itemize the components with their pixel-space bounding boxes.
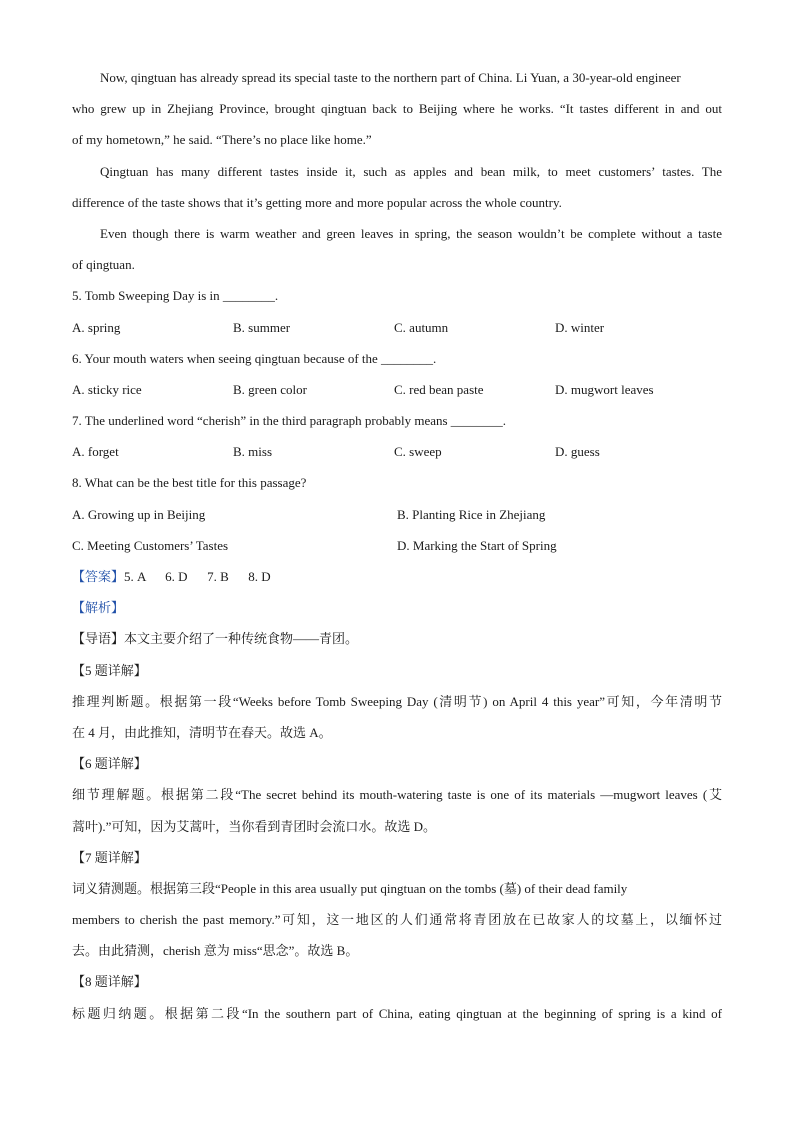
option: B. Planting Rice in Zhejiang — [397, 506, 546, 522]
option: B. green color — [233, 381, 308, 397]
question-options — [72, 374, 722, 405]
analysis-tag: 【解析】 — [72, 600, 125, 616]
question-options — [72, 499, 722, 530]
option: A. forget — [72, 444, 119, 460]
guide-line — [72, 623, 722, 654]
passage-text: who grew up in Zhejiang Province, brought qingtuan back to Beijing where he works. “It tastes different in and out — [72, 101, 722, 117]
detail-text: 推理判断题。根据第一段“Weeks before Tomb Sweeping Day (清明节) on April 4 this year”可知，今年清明节 — [72, 693, 722, 709]
detail-tag: 【7 题详解】 — [72, 849, 147, 865]
option: A. Growing up in Beijing — [72, 506, 206, 522]
option: B. miss — [233, 444, 273, 460]
guide-tag: 【导语】 — [72, 631, 125, 647]
document-page — [72, 62, 722, 1029]
option: D. Marking the Start of Spring — [397, 537, 557, 553]
detail-tag: 【6 题详解】 — [72, 756, 147, 772]
answer-tag: 【答案】 — [72, 569, 125, 584]
question-stem: 6. Your mouth waters when seeing qingtuan because of the ________. — [72, 350, 437, 366]
option: A. sticky rice — [72, 381, 142, 397]
answer-line — [72, 561, 722, 592]
guide-text: 本文主要介绍了一种传统食物——青团。 — [124, 631, 359, 647]
question-options — [72, 436, 722, 467]
passage-text: Qingtuan has many different tastes inside it, such as apples and bean milk, to meet customers’ tastes. The — [100, 163, 722, 179]
option: A. spring — [72, 319, 121, 335]
question-options — [72, 530, 722, 561]
question-stem: 5. Tomb Sweeping Day is in ________. — [72, 288, 279, 304]
option: D. mugwort leaves — [555, 381, 654, 397]
option: C. autumn — [394, 319, 449, 335]
detail-text: members to cherish the past memory.”可知，这一地区的人们通常将青团放在已故家人的坟墓上，以缅怀过 — [72, 912, 722, 928]
option: D. guess — [555, 444, 600, 460]
detail-text: 词义猜测题。根据第三段“People in this area usually put qingtuan on the tombs (墓) of their dead family — [72, 880, 628, 896]
option: C. Meeting Customers’ Tastes — [72, 537, 229, 553]
detail-text: 细节理解题。根据第二段“The secret behind its mouth-watering taste is one of its materials —mugwort leaves (艾 — [72, 787, 722, 803]
answer-text: 5. A 6. D 7. B 8. D — [124, 569, 271, 584]
detail-text: 蒿叶).”可知，因为艾蒿叶，当你看到青团时会流口水。故选 D。 — [72, 818, 436, 834]
detail-tag: 【8 题详解】 — [72, 974, 147, 990]
option: D. winter — [555, 319, 605, 335]
passage-text: Even though there is warm weather and green leaves in spring, the season wouldn’t be complete without a taste — [100, 225, 722, 241]
question-options — [72, 312, 722, 343]
question-stem: 7. The underlined word “cherish” in the third paragraph probably means ________. — [72, 413, 507, 429]
detail-text: 去。由此猜测，cherish 意为 miss“思念”。故选 B。 — [72, 943, 359, 959]
detail-text: 在 4 月，由此推知，清明节在春天。故选 A。 — [72, 724, 332, 740]
passage-text: of qingtuan. — [72, 257, 135, 273]
question-stem: 8. What can be the best title for this passage? — [72, 475, 307, 491]
detail-text: 标题归纳题。根据第二段“In the southern part of China, eating qingtuan at the beginning of spring is a kind of — [72, 1005, 722, 1021]
passage-text: difference of the taste shows that it’s getting more and more popular across the whole country. — [72, 194, 562, 210]
passage-text: of my hometown,” he said. “There’s no place like home.” — [72, 132, 372, 148]
option: C. red bean paste — [394, 381, 484, 397]
option: C. sweep — [394, 444, 442, 460]
passage-text: Now, qingtuan has already spread its special taste to the northern part of China. Li Yuan, a 30-year-old engineer — [100, 70, 681, 85]
detail-tag: 【5 题详解】 — [72, 662, 147, 678]
option: B. summer — [233, 319, 291, 335]
